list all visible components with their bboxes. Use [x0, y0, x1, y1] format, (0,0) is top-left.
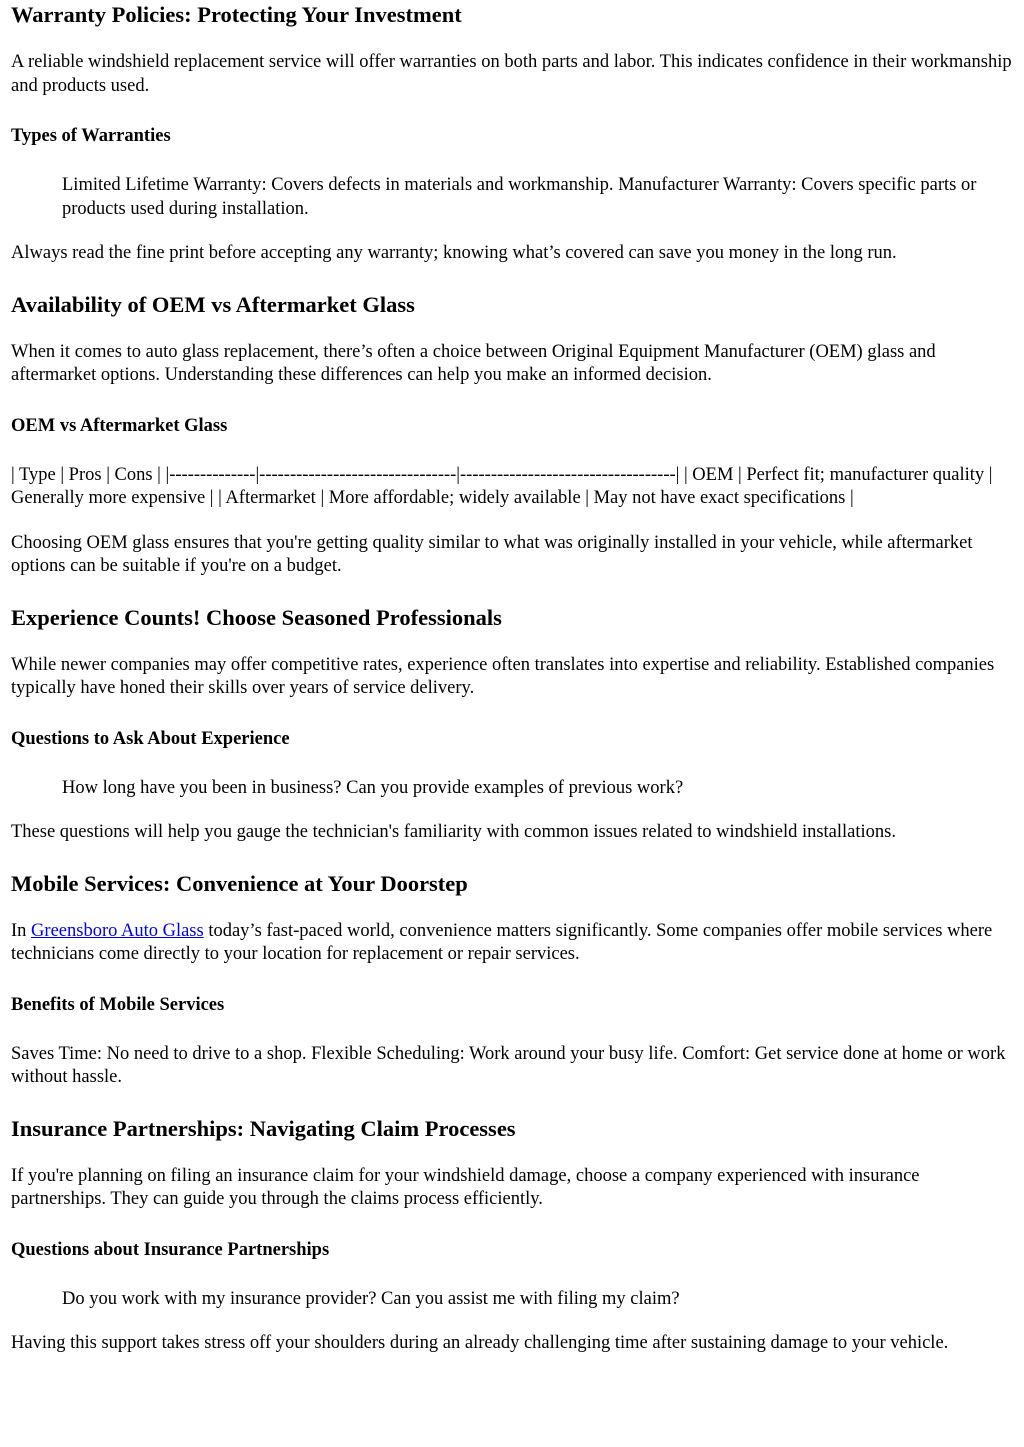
greensboro-auto-glass-link[interactable]: Greensboro Auto Glass [31, 920, 204, 941]
mobile-benefits-subheading: Benefits of Mobile Services [11, 994, 225, 1015]
oem-heading: Availability of OEM vs Aftermarket Glass [11, 291, 415, 317]
mobile-intro [11, 920, 1014, 967]
mobile-intro-prefix: In [11, 920, 32, 941]
experience-heading: Experience Counts! Choose Seasoned Professionals [11, 604, 502, 630]
experience-closing: These questions will help you gauge the technician's familiarity with common issues related to windshield installations. [11, 822, 896, 842]
article [0, 1, 1024, 1356]
mobile-benefits-text: Saves Time: No need to drive to a shop. Flexible Scheduling: Work around your busy life. Comfort: Get service done at home or work without hassle. [11, 1043, 1006, 1087]
insurance-questions-list: Do you work with my insurance provider? Can you assist me with filing my claim? [62, 1288, 680, 1309]
oem-table-text: | Type | Pros | Cons | |--------------|--------------------------------|-----------------------------------| | OEM | Perfect fit; manufacturer quality | Generally more expensive | | Aftermarket | More affordable; widely available | May not have exact specifications | [11, 464, 993, 508]
oem-subheading: OEM vs Aftermarket Glass [11, 415, 228, 436]
warranty-types-list: Limited Lifetime Warranty: Covers defects in materials and workmanship. Manufacturer Warranty: Covers specific parts or products used during installation. [62, 175, 977, 219]
mobile-heading: Mobile Services: Convenience at Your Doorstep [11, 870, 468, 896]
insurance-intro: If you're planning on filing an insurance claim for your windshield damage, choose a company experienced with insurance partnerships. They can guide you through the claims process efficiently. [11, 1165, 920, 1209]
experience-questions-list: How long have you been in business? Can you provide examples of previous work? [62, 777, 684, 798]
warranty-intro: A reliable windshield replacement service will offer warranties on both parts and labor. This indicates confidence in their workmanship and products used. [11, 52, 1012, 96]
experience-intro: While newer companies may offer competitive rates, experience often translates into expertise and reliability. Established companies typically have honed their skills over years of service delivery. [11, 654, 995, 698]
insurance-closing: Having this support takes stress off your shoulders during an already challenging time after sustaining damage to your vehicle. [11, 1333, 949, 1353]
warranty-types-subheading: Types of Warranties [11, 126, 171, 146]
oem-intro: When it comes to auto glass replacement, there’s often a choice between Original Equipment Manufacturer (OEM) glass and aftermarket options. Understanding these differences can help you make an informed decision. [11, 341, 936, 385]
warranty-closing: Always read the fine print before accepting any warranty; knowing what’s covered can save you money in the long run. [11, 243, 897, 263]
warranty-heading: Warranty Policies: Protecting Your Investment [11, 2, 462, 27]
oem-closing: Choosing OEM glass ensures that you're getting quality similar to what was originally installed in your vehicle, while aftermarket options can be suitable if you're on a budget. [11, 532, 973, 576]
mobile-intro-suffix: today’s fast-paced world, convenience matters significantly. Some companies offer mobile services where technicians come directly to your location for replacement or repair services. [11, 920, 993, 964]
insurance-heading: Insurance Partnerships: Navigating Claim Processes [11, 1115, 516, 1141]
insurance-subheading: Questions about Insurance Partnerships [11, 1239, 330, 1260]
experience-subheading: Questions to Ask About Experience [11, 728, 290, 749]
